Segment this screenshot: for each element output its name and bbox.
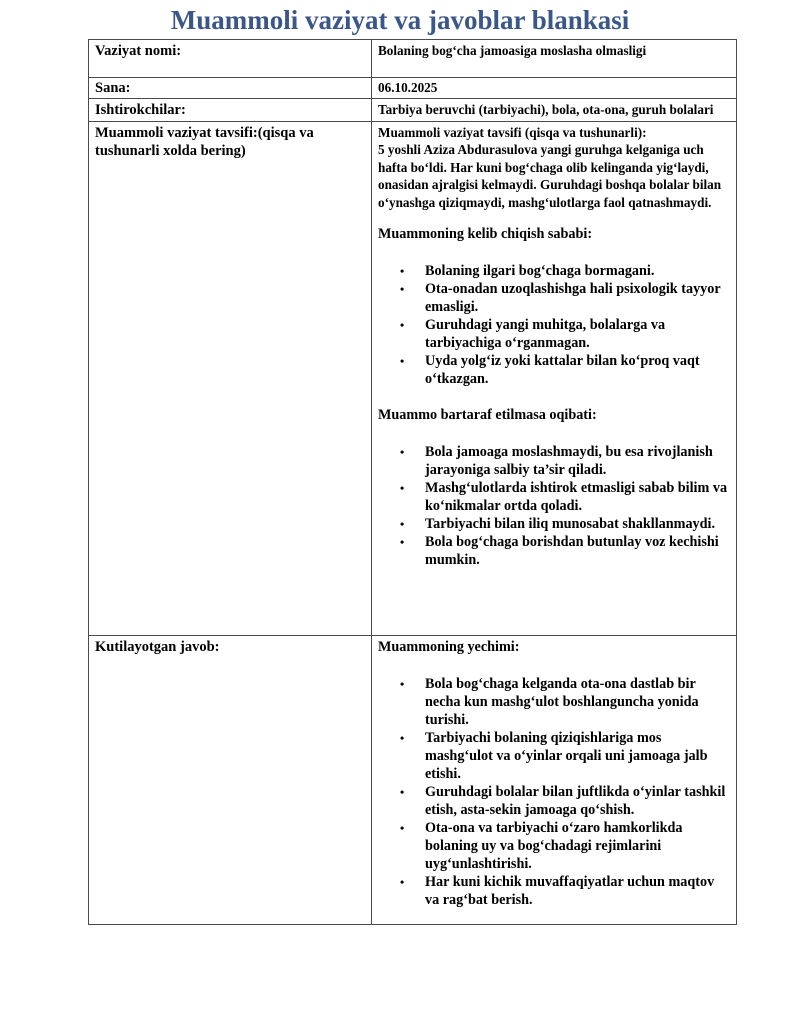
bullet-icon: • — [400, 875, 405, 889]
solutions-list — [378, 675, 730, 909]
row-expected-answer — [89, 636, 737, 925]
bullet-icon: • — [400, 264, 405, 279]
label-participants: Ishtirokchilar: — [89, 99, 372, 122]
value-date: 06.10.2025 — [372, 78, 737, 99]
bullet-icon: • — [400, 677, 405, 691]
list-item: • Tarbiyachi bolaning qiziqishlariga mos mashg‘ulot va o‘yinlar orqali uni jamoaga jalb etishi. — [400, 730, 708, 782]
description-content — [372, 122, 737, 636]
document-title: Muammoli vaziyat va javoblar blankasi — [170, 5, 630, 35]
list-item: • Mashg‘ulotlarda ishtirok etmasligi sabab bilim va ko‘nikmalar ortda qoladi. — [400, 480, 728, 515]
bullet-icon: • — [400, 445, 405, 460]
label-expected-answer: Kutilayotgan javob: — [89, 636, 372, 925]
consequences-heading: Muammo bartaraf etilmasa oqibati: — [378, 407, 597, 424]
solution-heading: Muammoning yechimi: — [378, 639, 520, 655]
bullet-icon: • — [400, 785, 405, 799]
list-item: • Har kuni kichik muvaffaqiyatlar uchun maqtov va rag‘bat berish. — [400, 874, 715, 908]
value-participants: Tarbiya beruvchi (tarbiyachi), bola, ota-ona, guruh bolalari — [372, 99, 737, 122]
list-item: • Ota-onadan uzoqlashishga hali psixologik tayyor emasligi. — [400, 281, 721, 316]
description-intro-text: 5 yoshli Aziza Abdurasulova yangi guruhga kelganiga uch hafta bo‘ldi. Har kuni bog‘chaga olib kelinganda yig‘laydi, onasidan ajralgisi kelmaydi. Guruhdagi boshqa bolalar bilan o‘ynashga qiziqmaydi, mashg‘ulotlarga faol qatnashmaydi. — [378, 142, 722, 210]
row-date — [89, 78, 737, 99]
list-item: • Guruhdagi yangi muhitga, bolalarga va tarbiyachiga o‘rganmagan. — [400, 317, 666, 352]
list-item: • Bola bog‘chaga borishdan butunlay voz kechishi mumkin. — [400, 534, 719, 569]
list-item: • Bola jamoaga moslashmaydi, bu esa rivojlanish jarayoniga salbiy ta’sir qiladi. — [400, 444, 713, 479]
label-situation-name: Vaziyat nomi: — [89, 40, 372, 78]
bullet-icon: • — [400, 481, 405, 496]
list-item: • Bola bog‘chaga kelganda ota-ona dastlab bir necha kun mashg‘ulot boshlanguncha yonida turishi. — [400, 676, 699, 728]
label-description: Muammoli vaziyat tavsifi:(qisqa va tushunarli xolda bering) — [89, 122, 372, 636]
label-date: Sana: — [89, 78, 372, 99]
bullet-icon: • — [400, 535, 405, 550]
list-item: • Bolaning ilgari bog‘chaga bormagani. — [400, 263, 655, 280]
consequences-list — [378, 443, 730, 569]
bullet-icon: • — [400, 318, 405, 333]
bullet-icon: • — [400, 517, 405, 532]
value-situation-name: Bolaning bog‘cha jamoasiga moslasha olmasligi — [372, 40, 737, 78]
bullet-icon: • — [400, 282, 405, 297]
answer-content — [372, 636, 737, 925]
bullet-icon: • — [400, 354, 405, 369]
description-intro-heading: Muammoli vaziyat tavsifi (qisqa va tushunarli): — [378, 125, 647, 140]
list-item: • Tarbiyachi bilan iliq munosabat shakllanmaydi. — [400, 516, 716, 533]
row-situation-name — [89, 40, 737, 78]
causes-heading: Muammoning kelib chiqish sababi: — [378, 226, 593, 243]
situation-form-table — [88, 39, 737, 925]
row-participants — [89, 99, 737, 122]
row-description — [89, 122, 737, 636]
bullet-icon: • — [400, 731, 405, 745]
causes-list — [378, 262, 730, 388]
list-item: • Uyda yolg‘iz yoki kattalar bilan ko‘proq vaqt o‘tkazgan. — [400, 353, 700, 388]
list-item: • Guruhdagi bolalar bilan juftlikda o‘yinlar tashkil etish, asta-sekin jamoaga qo‘shish. — [400, 784, 726, 818]
list-item: • Ota-ona va tarbiyachi o‘zaro hamkorlikda bolaning uy va bog‘chadagi rejimlarini uyg‘unlashtirishi. — [400, 820, 683, 872]
bullet-icon: • — [400, 821, 405, 835]
